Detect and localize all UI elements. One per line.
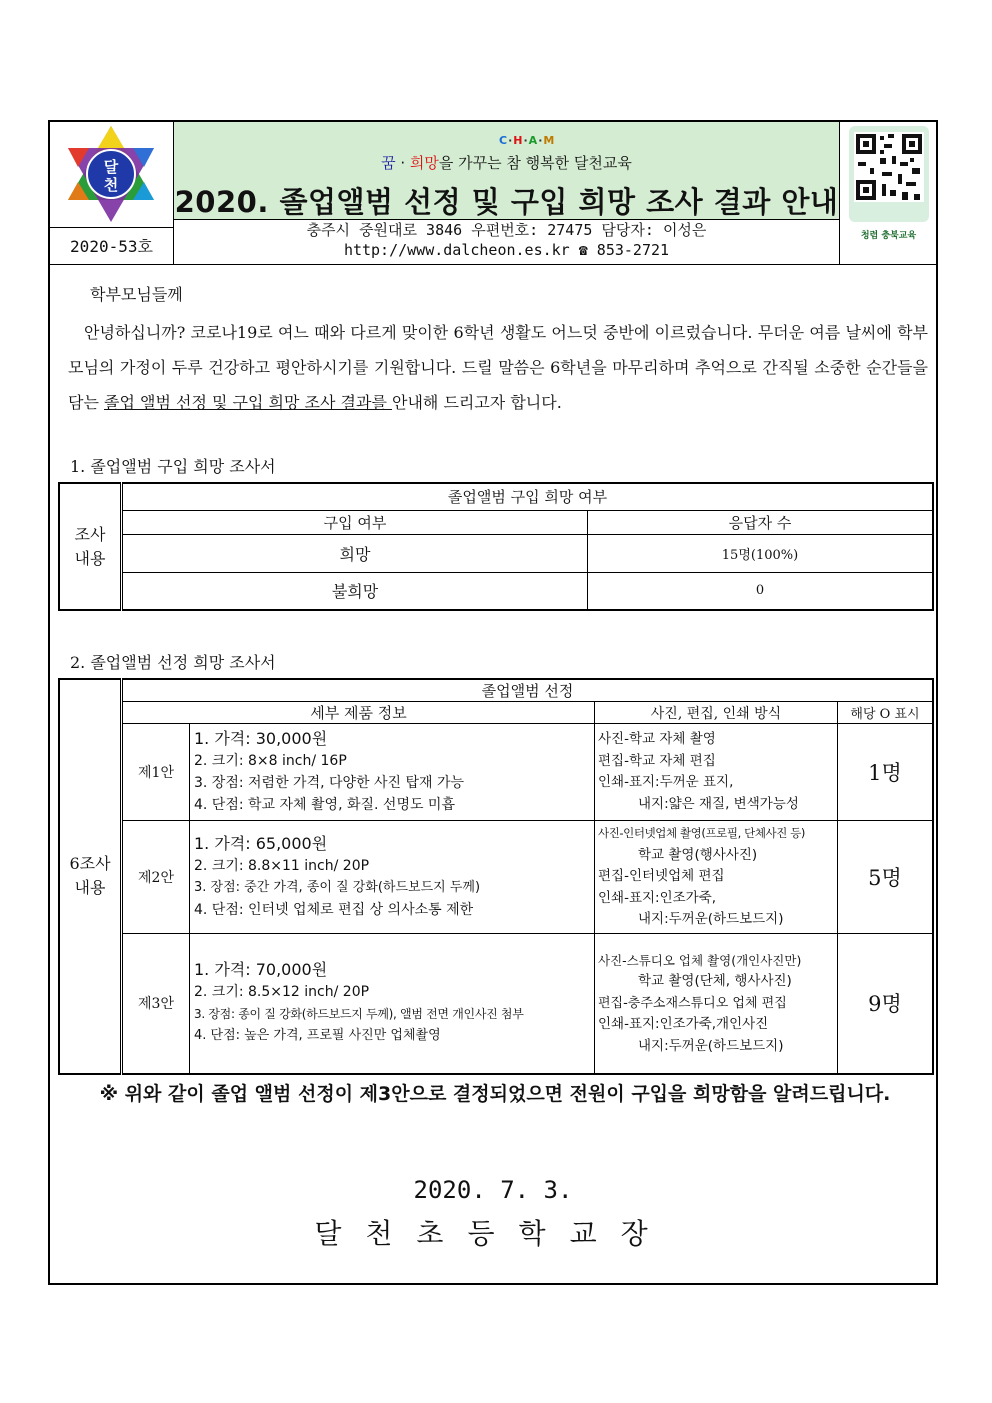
plan-method: 사진-스튜디오 업체 촬영(개인사진만) 학교 촬영(단체, 행사사진) 편집-충주소재스튜디오 업체 편집 인쇄-표지:인조가죽,개인사진 내지:두꺼운(하드보드지): [595, 934, 838, 1074]
star-logo-icon: [50, 122, 173, 227]
plan-name: 제2안: [122, 821, 190, 934]
option-cell: 불희망: [122, 572, 588, 610]
letter-body: 안녕하십니까? 코로나19로 여느 때와 다르게 맞이한 6학년 생활도 어느덧 중반에 이르렀습니다. 무더운 여름 날씨에 학부모님의 가정이 두루 건강하고 평안하시기를 기원합니다. 드릴 말씀은 6학년을 마무리하며 추억으로 간직될 소중한 순간들을 담는 졸업 앨범 선정 및 구입 희망 조사 결과를 안내해 드리고자 합니다.: [68, 323, 928, 412]
svg-text:달: 달: [103, 158, 119, 176]
plan-info: 1. 가격: 65,000원 2. 크기: 8.8×11 inch/ 20P 3. 장점: 중간 가격, 종이 질 강화(하드보드지 두께) 4. 단점: 인터넷 업체로 편집 상 의사소통 제한: [190, 821, 595, 934]
plan-info: 1. 가격: 30,000원 2. 크기: 8×8 inch/ 16P 3. 장점: 저렴한 가격, 다양한 사진 탑재 가능 4. 단점: 학교 자체 촬영, 화질. 선명도 미흡: [190, 724, 595, 821]
plan-votes: 1명: [838, 724, 934, 821]
plan-row: [59, 934, 933, 1074]
col-header-method: 사진, 편집, 인쇄 방식: [595, 702, 838, 724]
page-title: 2020. 졸업앨범 선정 및 구입 희망 조사 결과 안내: [174, 185, 839, 219]
qr-caption: 청렴 충북교육: [860, 231, 917, 241]
section1-heading: 1. 졸업앨범 구입 희망 조사서: [70, 457, 276, 476]
col-header-info: 세부 제품 정보: [122, 702, 595, 724]
letterhead: [50, 122, 936, 264]
col-header-option: 구입 여부: [122, 510, 588, 534]
count-cell: 0: [588, 572, 934, 610]
count-cell: 15명(100%): [588, 534, 934, 572]
option-cell: 희망: [122, 534, 588, 572]
cham-logo: C·H·A·M: [499, 134, 556, 147]
title-banner: [174, 122, 839, 220]
survey-side-label: 조사 내용: [59, 483, 122, 610]
purchase-survey-table: [58, 482, 934, 611]
plan-votes: 5명: [838, 821, 934, 934]
slogan: 꿈 · 희망을 가꾸는 참 행복한 달천교육: [381, 154, 632, 172]
section2-heading: 2. 졸업앨범 선정 희망 조사서: [70, 653, 276, 672]
plan-name: 제3안: [122, 934, 190, 1074]
issue-date: 2020. 7. 3.: [413, 1176, 573, 1204]
selection-survey-table: [58, 678, 934, 1075]
col-header-mark: 해당 O 표시: [838, 702, 934, 724]
document-number: 2020-53호: [50, 227, 174, 265]
selection-side-label: 6조사 내용: [59, 679, 122, 1074]
col-header-count: 응답자 수: [588, 510, 934, 534]
table-title: 졸업앨범 구입 희망 여부: [122, 483, 934, 510]
svg-text:천: 천: [103, 176, 119, 194]
plan-row: [59, 821, 933, 934]
signature: 달천초등학교장: [314, 1217, 672, 1250]
website-line[interactable]: http://www.dalcheon.es.kr ☎ 853-2721: [343, 241, 670, 259]
document-frame: [48, 120, 938, 1285]
qr-code: [839, 122, 937, 265]
plan-name: 제1안: [122, 724, 190, 821]
plan-method: 사진-학교 자체 촬영 편집-학교 자체 편집 인쇄-표지:두꺼운 표지, 내지:얇은 재질, 변색가능성: [595, 724, 838, 821]
qr-code-icon: [840, 122, 937, 226]
plan-method: 사진-인터넷업체 촬영(프로필, 단체사진 등) 학교 촬영(행사사진) 편집-인터넷업체 편집 인쇄-표지:인조가죽, 내지:두꺼운(하드보드지): [595, 821, 838, 934]
result-notice: ※ 위와 같이 졸업 앨범 선정이 제3안으로 결정되었으면 전원이 구입을 희망함을 알려드립니다.: [99, 1083, 891, 1105]
table-title: 졸업앨범 선정: [122, 679, 934, 702]
school-logo: [50, 122, 174, 228]
contact-info: [174, 220, 839, 265]
address-line: 충주시 중원대로 3846 우편번호: 27475 담당자: 이성은: [306, 221, 707, 239]
plan-votes: 9명: [838, 934, 934, 1074]
plan-info: 1. 가격: 70,000원 2. 크기: 8.5×12 inch/ 20P 3. 장점: 종이 질 강화(하드보드지 두께), 앨범 전면 개인사진 첨부 4. 단점: 높은 가격, 프로필 사진만 업체촬영: [190, 934, 595, 1074]
plan-row: [59, 724, 933, 821]
greeting: 학부모님들께: [90, 285, 183, 304]
